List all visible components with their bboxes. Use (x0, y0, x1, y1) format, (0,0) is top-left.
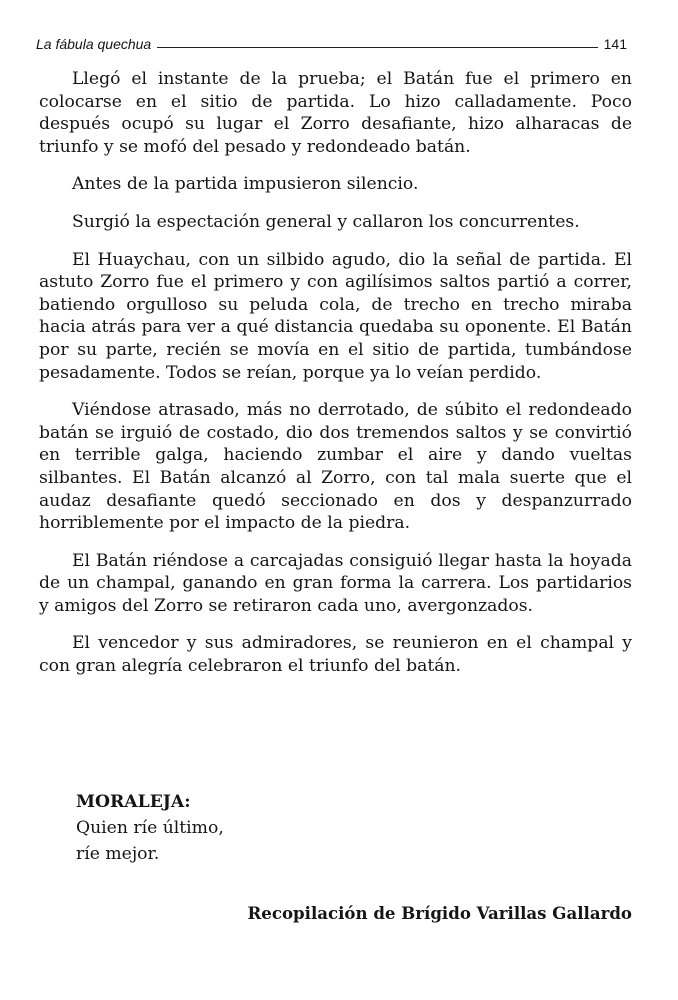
running-header (36, 28, 627, 52)
paragraph: Llegó el instante de la prueba; el Batán fue el primero en colocarse en el sitio de partida. Lo hizo calladamente. Poco después ocupó su lugar el Zorro desafiante, hizo alharacas de triunfo y se mofó del pesado y redondeado batán. (39, 69, 632, 157)
book-title: La fábula quechua (36, 36, 152, 52)
paragraph: El vencedor y sus admiradores, se reunieron en el champal y con gran alegría celebraron el triunfo del batán. (39, 633, 632, 677)
paragraph: Antes de la partida impusieron silencio. (72, 174, 419, 195)
moral-label: MORALEJA: (76, 792, 191, 812)
paragraph: El Batán riéndose a carcajadas consiguió llegar hasta la hoyada de un champal, ganando en gran forma la carrera. Los partidarios y amigos del Zorro se retiraron cada uno, avergonzados. (39, 550, 632, 616)
moral-block (76, 789, 224, 867)
paragraph: El Huaychau, con un silbido agudo, dio la señal de partida. El astuto Zorro fue el primero y con agilísimos saltos partió a correr, batiendo orgulloso su peluda cola, de trecho en trecho miraba hacia atrás para ver a qué distancia quedaba su oponente. El Batán por su parte, recién se movía en el sitio de partida, tumbándose pesadamente. Todos se reían, porque ya lo veían perdido. (39, 249, 632, 383)
moral-line: Quien ríe último, (76, 818, 224, 838)
page-number: 141 (603, 36, 627, 52)
header-rule (157, 47, 597, 48)
story-body (39, 68, 632, 693)
paragraph: Viéndose atrasado, más no derrotado, de súbito el redondeado batán se irguió de costado, dio dos tremendos saltos y se convirtió en terrible galga, haciendo zumbar el aire y dando vueltas silbantes. El Batán alcanzó al Zorro, con tal mala suerte que el audaz desafiante quedó seccionado en dos y despanzurrado horriblemente por el impacto de la piedra. (39, 400, 632, 534)
compiler-credit: Recopilación de Brígido Varillas Gallardo (247, 903, 632, 923)
moral-line: ríe mejor. (76, 844, 160, 864)
paragraph: Surgió la espectación general y callaron los concurrentes. (72, 211, 580, 232)
